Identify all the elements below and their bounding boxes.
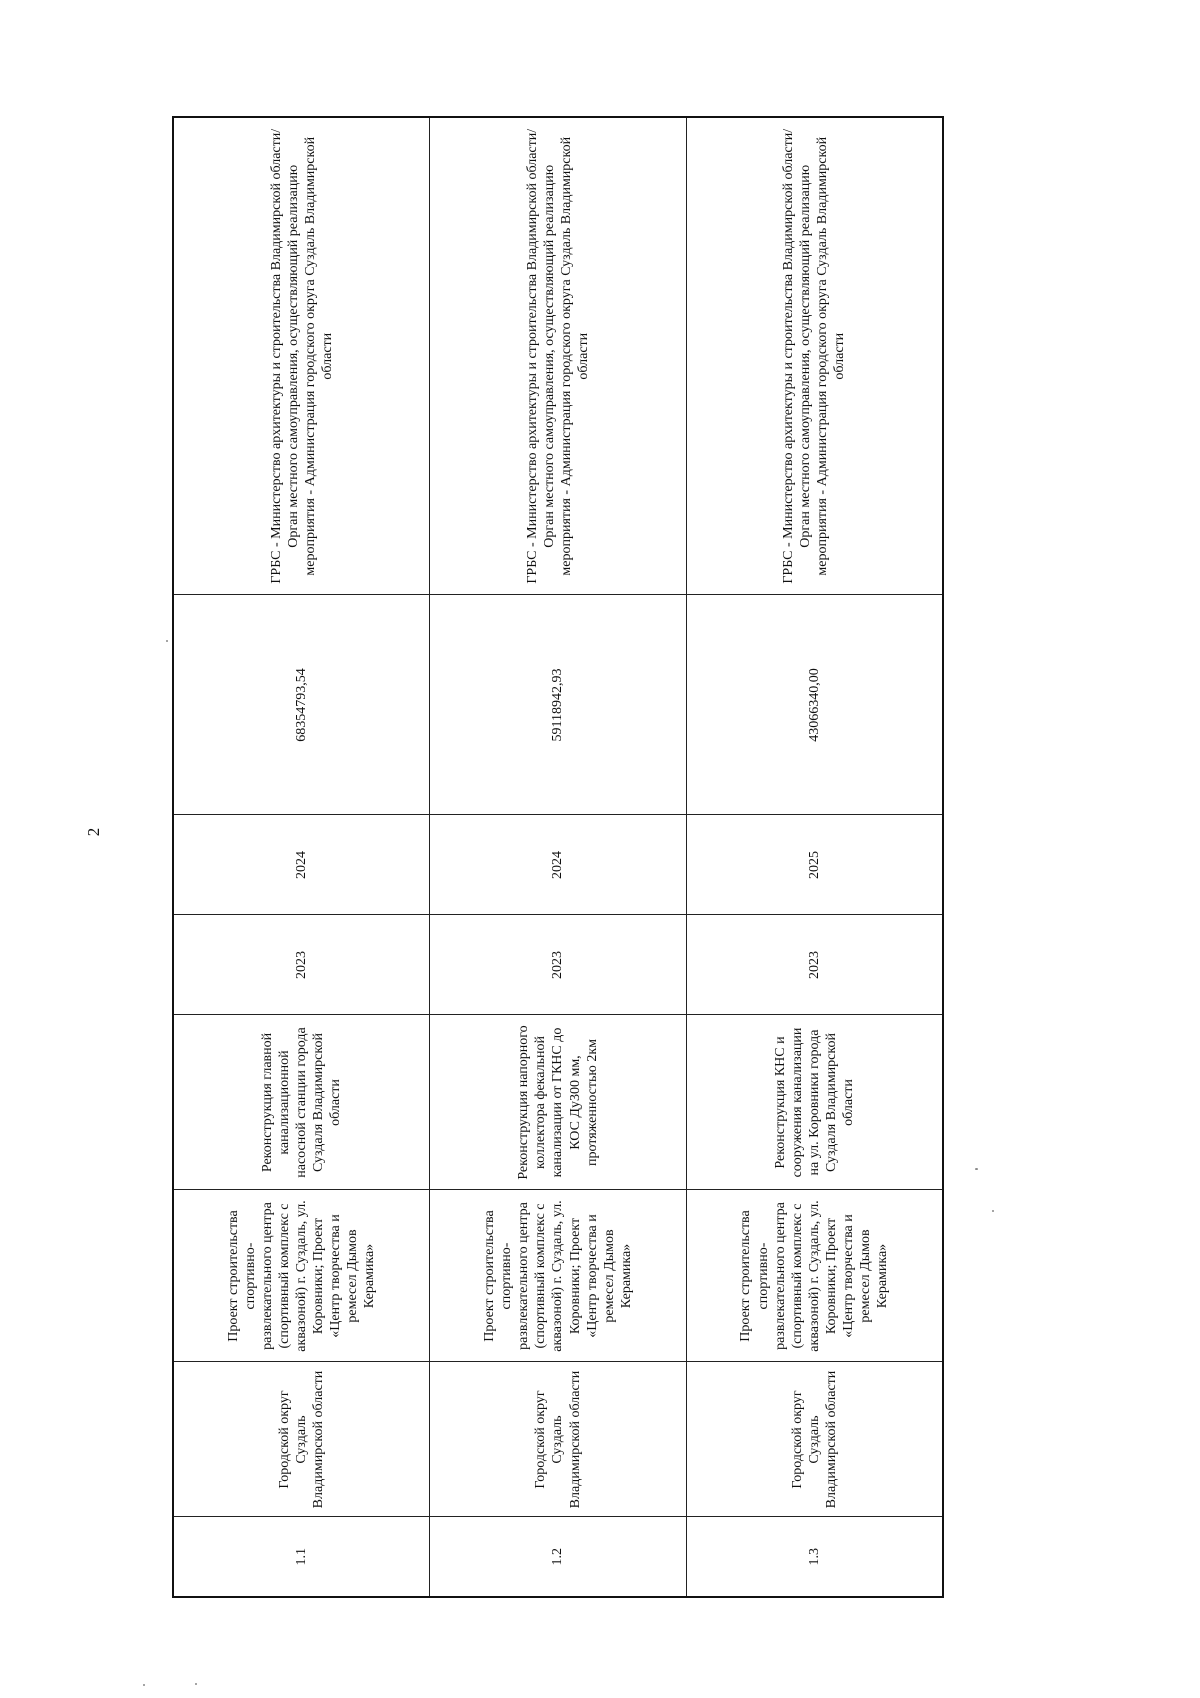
scan-speck <box>166 640 168 642</box>
end-year-cell: 2024 <box>430 815 686 915</box>
scan-speck <box>992 1210 994 1212</box>
row-number: 1.1 <box>173 1517 430 1597</box>
municipality-cell: Городской округ Суздаль Владимирской области <box>430 1362 686 1517</box>
scan-speck <box>143 1684 145 1686</box>
start-year-cell: 2023 <box>173 915 430 1015</box>
municipality-cell: Городской округ Суздаль Владимирской области <box>173 1362 430 1517</box>
start-year-cell: 2023 <box>686 915 943 1015</box>
object-cell: Реконструкция напорного коллектора фекальной канализации от ГКНС до КОС Ду300 мм, протяженностью 2км <box>430 1015 686 1190</box>
project-cell: Проект строительства спортивно-развлекательного центра (спортивный комплекс с аквазоной) г. Суздаль, ул. Коровники; Проект «Центр творчества и ремесел Дымов Керамика» <box>430 1190 686 1362</box>
project-cell: Проект строительства спортивно-развлекательного центра (спортивный комплекс с аквазоной) г. Суздаль, ул. Коровники; Проект «Центр творчества и ремесел Дымов Керамика» <box>173 1190 430 1362</box>
start-year-cell: 2023 <box>430 915 686 1015</box>
grbs-cell: ГРБС - Министерство архитектуры и строительства Владимирской области/ Орган местного самоуправления, осуществляющий реализацию мероприятия - Администрация городского округа Суздаль Владимирской области <box>173 117 430 595</box>
scan-speck <box>975 1168 978 1170</box>
end-year-cell: 2024 <box>173 815 430 915</box>
object-cell: Реконструкция главной канализационной насосной станции города Суздаля Владимирской области <box>173 1015 430 1190</box>
end-year-cell: 2025 <box>686 815 943 915</box>
measures-table <box>172 116 944 1598</box>
municipality-cell: Городской округ Суздаль Владимирской области <box>686 1362 943 1517</box>
table-row <box>173 117 430 1597</box>
row-number: 1.2 <box>430 1517 686 1597</box>
project-cell: Проект строительства спортивно-развлекательного центра (спортивный комплекс с аквазоной) г. Суздаль, ул. Коровники; Проект «Центр творчества и ремесел Дымов Керамика» <box>686 1190 943 1362</box>
page-number: 2 <box>84 827 103 837</box>
table-row <box>430 117 686 1597</box>
table-container <box>172 118 944 1598</box>
table-row <box>686 117 943 1597</box>
amount-cell: 59118942,93 <box>430 595 686 815</box>
amount-cell: 43066340,00 <box>686 595 943 815</box>
scan-speck <box>195 1683 197 1685</box>
grbs-cell: ГРБС - Министерство архитектуры и строительства Владимирской области/ Орган местного самоуправления, осуществляющий реализацию мероприятия - Администрация городского округа Суздаль Владимирской области <box>686 117 943 595</box>
object-cell: Реконструкция КНС и сооружения канализации на ул. Коровники города Суздаля Владимирской области <box>686 1015 943 1190</box>
amount-cell: 68354793,54 <box>173 595 430 815</box>
row-number: 1.3 <box>686 1517 943 1597</box>
grbs-cell: ГРБС - Министерство архитектуры и строительства Владимирской области/ Орган местного самоуправления, осуществляющий реализацию мероприятия - Администрация городского округа Суздаль Владимирской области <box>430 117 686 595</box>
